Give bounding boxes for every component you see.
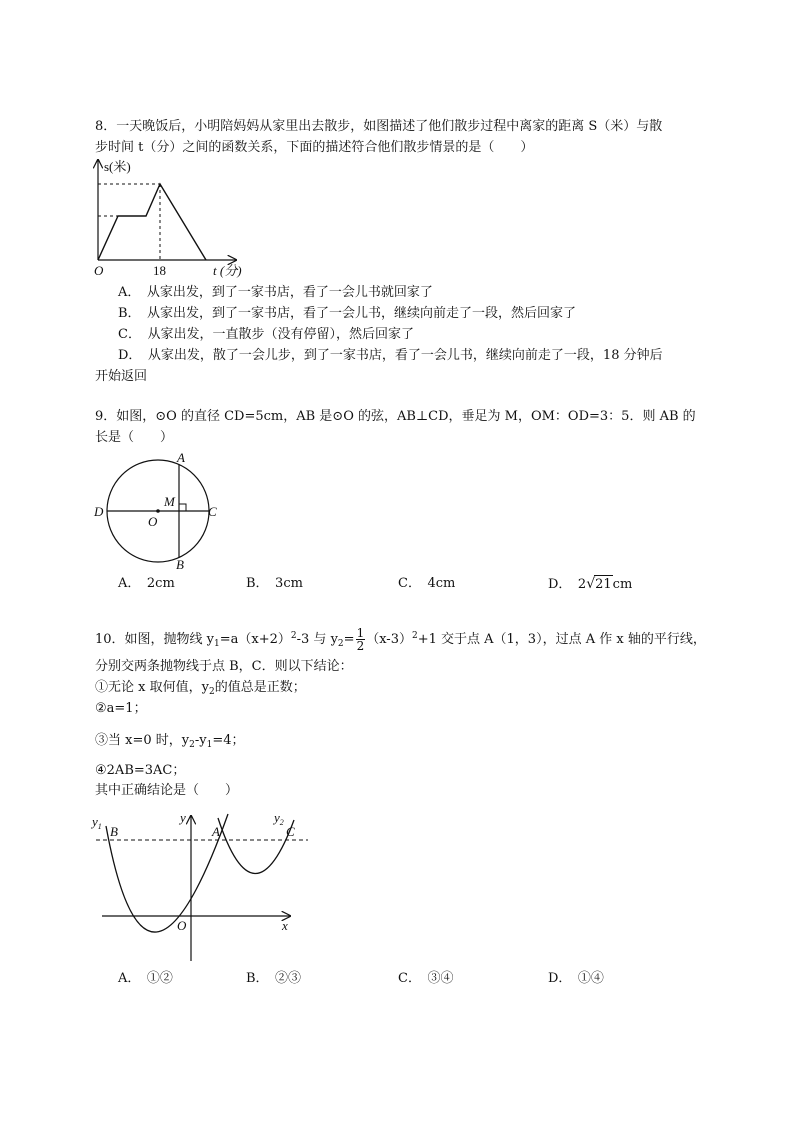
q9-label-o: O xyxy=(148,514,158,529)
q9-label-d: D xyxy=(94,504,104,519)
q10-c3-minus: -y xyxy=(194,733,207,748)
q8-y-label: s(米) xyxy=(104,159,131,174)
q8-distance-time-graph xyxy=(88,156,258,281)
q10-option-c[interactable]: C． ③④ xyxy=(398,971,454,986)
q8-stem-line2: 步时间 t（分）之间的函数关系，下面的描述符合他们散步情景的是（ ） xyxy=(95,140,534,155)
q10-option-d[interactable]: D． ①④ xyxy=(548,971,604,986)
q9-option-d-radicand: 21 xyxy=(595,577,612,592)
q8-stem-line1: 8．一天晚饭后，小明陪妈妈从家里出去散步，如图描述了他们散步过程中离家的距离 S（米）与散 xyxy=(95,119,663,134)
q10-label-c: C xyxy=(286,824,295,839)
q10-c3-sub-1: 1 xyxy=(206,740,213,750)
q8-origin-label: O xyxy=(94,263,104,278)
q9-option-d-unit: cm xyxy=(612,577,633,592)
q10-sub-2: 2 xyxy=(337,639,344,649)
q10-c3-tail: =4； xyxy=(212,733,245,748)
q10-parabola-y1 xyxy=(106,814,228,932)
q10-c3-text: ③当 x=0 时，y xyxy=(95,733,190,748)
q8-x-label: t (分) xyxy=(213,263,242,278)
q10-frac-denominator: 2 xyxy=(356,639,365,653)
q10-text-h: （x-3） xyxy=(366,632,412,647)
q10-conclusion-4: ④2AB=3AC； xyxy=(95,763,186,778)
q10-label-x-axis: x xyxy=(282,918,288,933)
q10-stem-line2: 分别交两条抛物线于点 B，C．则以下结论： xyxy=(95,659,353,674)
q10-sup-2b: 2 xyxy=(411,631,418,641)
q10-sub-1: 1 xyxy=(214,639,220,649)
q8-option-c[interactable]: C． 从家出发，一直散步（没有停留），然后回家了 xyxy=(118,327,414,342)
q10-c3-sub-2: 2 xyxy=(189,740,195,750)
q10-option-b[interactable]: B． ②③ xyxy=(246,971,302,986)
q9-label-b: B xyxy=(176,557,184,572)
q10-parabola-figure xyxy=(88,806,318,966)
q10-label-y2: $y_2$ xyxy=(274,810,284,827)
q10-label-y1: $y_1$ xyxy=(92,814,102,831)
q10-label-origin: O xyxy=(177,918,187,933)
q10-label-a: A xyxy=(212,824,220,839)
q8-option-d-continued: 开始返回 xyxy=(95,369,148,384)
q10-label-b: B xyxy=(110,824,118,839)
q10-c1-sub: 2 xyxy=(208,687,215,697)
q10-text-e: -3 与 y xyxy=(296,632,338,647)
q10-sup-2a: 2 xyxy=(290,631,297,641)
q9-option-d[interactable]: D． 2√21cm xyxy=(548,576,633,592)
q9-label-m: M xyxy=(164,494,175,509)
q9-right-angle-mark xyxy=(179,504,186,511)
q10-label-y-axis: y xyxy=(180,810,186,825)
q9-option-a[interactable]: A． 2cm xyxy=(118,576,175,591)
q10-text-j: +1 交于点 A（1，3），过点 A 作 x 轴的平行线， xyxy=(417,632,706,647)
q9-option-b[interactable]: B． 3cm xyxy=(246,576,303,591)
q9-label-c: C xyxy=(208,504,217,519)
q8-graph-line xyxy=(98,184,206,260)
q10-conclusion-3 xyxy=(95,732,245,754)
q10-text-a: 10．如图，抛物线 y xyxy=(95,632,215,647)
q10-c1-tail: 的值总是正数； xyxy=(214,680,306,695)
q8-tick-18: 18 xyxy=(153,263,166,278)
q10-option-a[interactable]: A． ①② xyxy=(118,971,173,986)
q10-frac-numerator: 1 xyxy=(356,626,365,640)
q8-option-a[interactable]: A． 从家出发，到了一家书店，看了一会儿书就回家了 xyxy=(118,285,433,300)
q10-conclusion-2: ②a=1； xyxy=(95,701,147,716)
q9-stem-line2: 长是（ ） xyxy=(95,430,174,445)
q9-center-dot xyxy=(156,509,160,513)
q10-question: 其中正确结论是（ ） xyxy=(95,783,239,798)
q9-option-d-prefix: D． 2 xyxy=(548,577,587,592)
q10-text-c: =a（x+2） xyxy=(219,632,291,647)
q9-circle-figure xyxy=(90,448,225,573)
q10-equals: = xyxy=(343,632,355,647)
q9-option-c[interactable]: C． 4cm xyxy=(398,576,456,591)
q9-stem-line1: 9．如图，⊙O 的直径 CD=5cm，AB 是⊙O 的弦，AB⊥CD，垂足为 M，OM：OD=3：5．则 AB 的 xyxy=(95,409,696,424)
q10-conclusion-1 xyxy=(95,679,306,701)
q8-option-b[interactable]: B． 从家出发，到了一家书店，看了一会儿书，继续向前走了一段，然后回家了 xyxy=(118,306,577,321)
q10-stem-line1 xyxy=(95,624,706,656)
q10-fraction xyxy=(356,627,366,652)
q8-option-d[interactable]: D． 从家出发，散了一会儿步，到了一家书店，看了一会儿书，继续向前走了一段，18 分钟后 xyxy=(118,348,663,363)
q9-label-a: A xyxy=(177,450,185,465)
q10-c1-text: ①无论 x 取何值，y xyxy=(95,680,209,695)
